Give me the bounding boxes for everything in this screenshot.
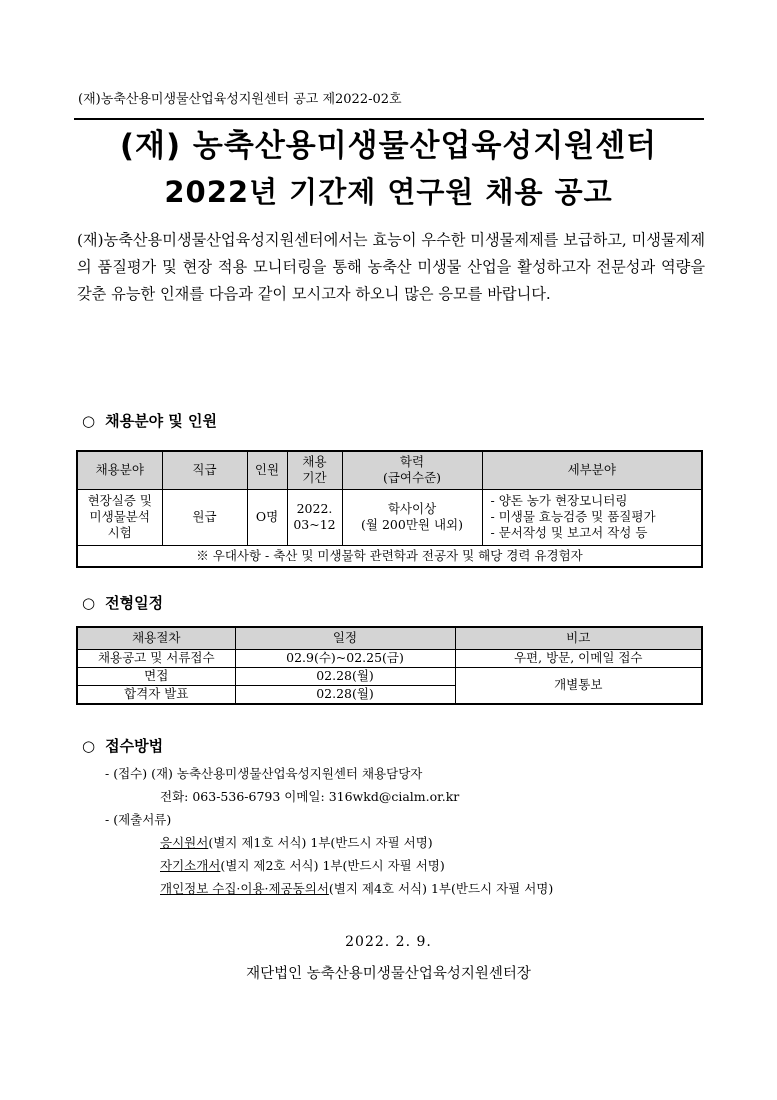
cell-position: 원급 bbox=[162, 489, 247, 545]
period-line1: 2022. bbox=[296, 501, 333, 516]
header-period bbox=[287, 451, 342, 489]
note-row bbox=[77, 545, 702, 567]
table-row bbox=[77, 649, 702, 667]
documents-title: - (제출서류) bbox=[105, 812, 172, 827]
announcement-date: 2022. 2. 9. bbox=[345, 934, 432, 950]
cell-step: 합격자 발표 bbox=[77, 685, 235, 704]
section-title: 접수방법 bbox=[105, 737, 164, 755]
section-title: 채용분야 및 인원 bbox=[105, 412, 217, 430]
document-item bbox=[160, 879, 553, 897]
page-subtitle: 2022년 기간제 연구원 채용 공고 bbox=[164, 175, 613, 209]
document-name: 개인정보 수집·이용·제공동의서 bbox=[160, 881, 329, 896]
field-line3: 시험 bbox=[107, 525, 132, 540]
table-header-row bbox=[77, 627, 702, 649]
cell-education bbox=[342, 489, 482, 545]
field-line1: 현장실증 및 bbox=[87, 493, 152, 508]
header-detail: 세부분야 bbox=[482, 451, 702, 489]
header-period-line2: 기간 bbox=[302, 470, 327, 486]
detail-item: - 미생물 효능검증 및 품질평가 bbox=[490, 509, 656, 524]
header-education bbox=[342, 451, 482, 489]
section-recruitment-heading bbox=[82, 410, 217, 431]
section-application-heading bbox=[82, 735, 163, 756]
signer: 재단법인 농축산용미생물산업육성지원센터장 bbox=[246, 966, 531, 982]
detail-item: - 양돈 농가 현장모니터링 bbox=[490, 493, 628, 508]
header-remark: 비고 bbox=[455, 627, 702, 649]
cell-schedule: 02.9(수)~02.25(금) bbox=[235, 649, 455, 667]
receipt-line: - (접수) (재) 농축산용미생물산업육성지원센터 채용담당자 bbox=[105, 766, 423, 781]
header-education-line1: 학력 bbox=[399, 454, 425, 470]
document-name: 응시원서 bbox=[160, 835, 209, 850]
circle-bullet-icon: ○ bbox=[82, 412, 96, 430]
header-position: 직급 bbox=[162, 451, 247, 489]
cell-period bbox=[287, 489, 342, 545]
section-title: 전형일정 bbox=[105, 594, 164, 612]
header-schedule: 일정 bbox=[235, 627, 455, 649]
recruitment-table bbox=[76, 450, 703, 568]
cell-step: 면접 bbox=[77, 667, 235, 685]
document-note: (별지 제1호 서식) 1부(반드시 자필 서명) bbox=[208, 835, 433, 850]
header-period-line1: 채용 bbox=[302, 454, 327, 470]
cell-step: 채용공고 및 서류접수 bbox=[77, 649, 235, 667]
cell-remark: 우편, 방문, 이메일 접수 bbox=[455, 649, 702, 667]
document-item bbox=[160, 856, 445, 874]
page-title: (재) 농축산용미생물산업육성지원센터 bbox=[119, 128, 658, 164]
contact-line: 전화: 063-536-6793 이메일: 316wkd@cialm.or.kr bbox=[160, 789, 460, 804]
preference-note: ※ 우대사항 - 축산 및 미생물학 관련학과 전공자 및 해당 경력 유경험자 bbox=[77, 545, 702, 567]
cell-schedule: 02.28(월) bbox=[235, 685, 455, 704]
cell-schedule: 02.28(월) bbox=[235, 667, 455, 685]
document-item bbox=[160, 833, 433, 851]
header-count: 인원 bbox=[247, 451, 287, 489]
document-note: (별지 제4호 서식) 1부(반드시 자필 서명) bbox=[328, 881, 554, 896]
circle-bullet-icon: ○ bbox=[82, 737, 96, 755]
notice-number: (재)농축산용미생물산업육성지원센터 공고 제2022-02호 bbox=[78, 92, 402, 107]
field-line2: 미생물분석 bbox=[89, 509, 150, 524]
cell-detail bbox=[482, 489, 702, 545]
table-row bbox=[77, 489, 702, 545]
table-header-row bbox=[77, 451, 702, 489]
circle-bullet-icon: ○ bbox=[82, 594, 96, 612]
document-note: (별지 제2호 서식) 1부(반드시 자필 서명) bbox=[220, 858, 445, 873]
table-row bbox=[77, 667, 702, 685]
document-name: 자기소개서 bbox=[160, 858, 221, 873]
cell-remark: 개별통보 bbox=[455, 667, 702, 704]
detail-item: - 문서작성 및 보고서 작성 등 bbox=[490, 525, 648, 540]
education-line1: 학사이상 bbox=[387, 501, 437, 516]
period-line2: 03~12 bbox=[293, 517, 336, 532]
intro-paragraph: (재)농축산용미생물산업육성지원센터에서는 효능이 우수한 미생물제제를 보급하고, 미생물제제의 품질평가 및 현장 적용 모니터링을 통해 농축산 미생물 산업을 활성하고자 전문성과 역량을 갖춘 유능한 인재를 다음과 같이 모시고자 하오니 많은 응모를 바랍니다. bbox=[77, 231, 705, 303]
cell-count: O명 bbox=[247, 489, 287, 545]
cell-field bbox=[77, 489, 162, 545]
header-step: 채용절차 bbox=[77, 627, 235, 649]
education-line2: (월 200만원 내외) bbox=[361, 517, 463, 532]
schedule-table bbox=[76, 626, 703, 705]
header-education-line2: (급여수준) bbox=[382, 470, 442, 486]
header-field: 채용분야 bbox=[77, 451, 162, 489]
section-schedule-heading bbox=[82, 592, 163, 613]
